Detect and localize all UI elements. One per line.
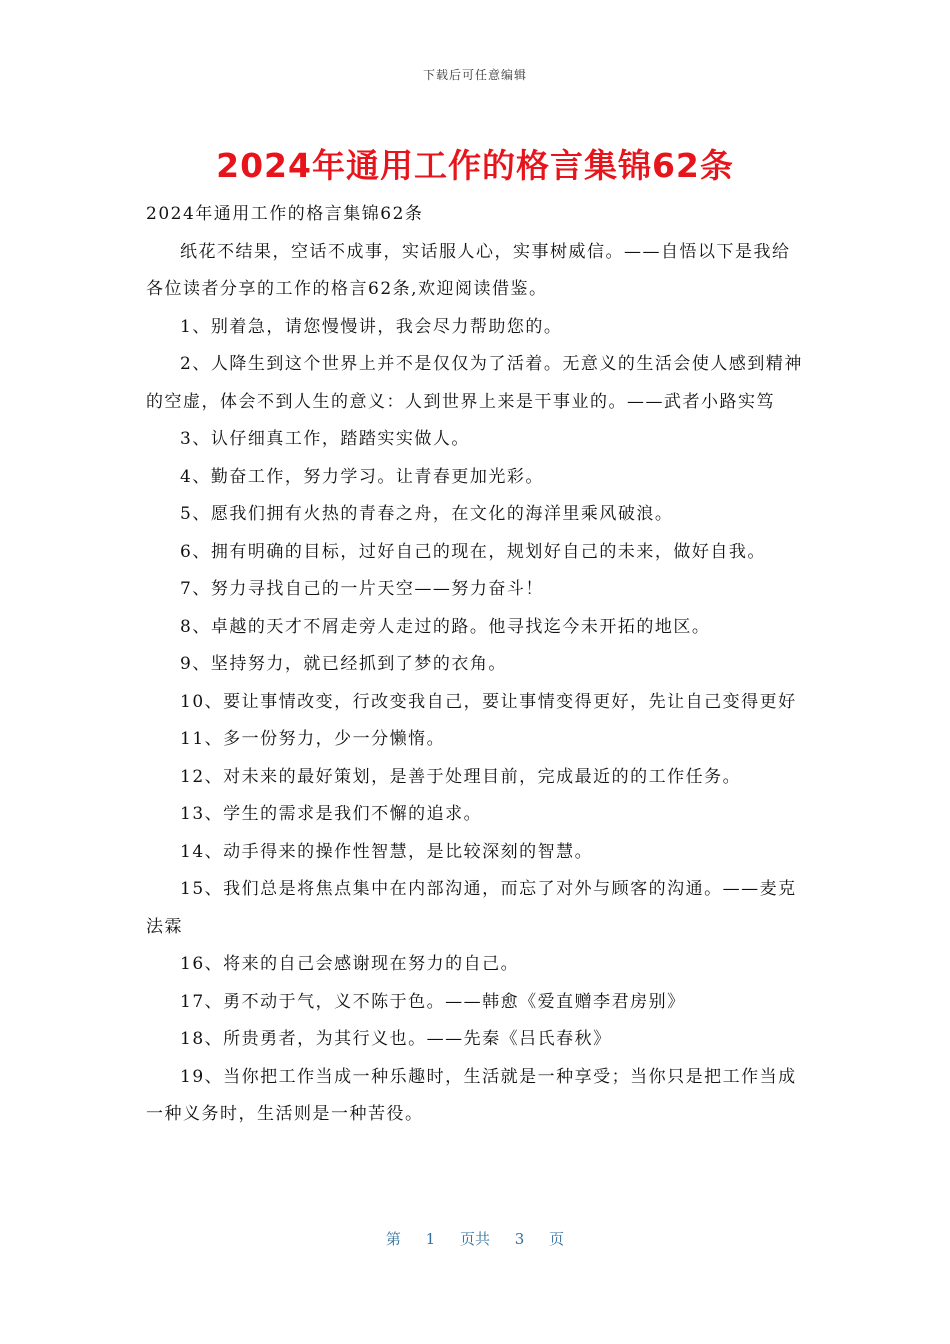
header-note: 下载后可任意编辑 — [422, 68, 527, 82]
paragraph: 7、努力寻找自己的一片天空——努力奋斗！ — [180, 579, 544, 599]
page-label: 第 — [385, 1230, 401, 1248]
document-title: 2024年通用工作的格言集锦62条 — [216, 146, 734, 185]
paragraph: 15、我们总是将焦点集中在内部沟通，而忘了对外与顾客的沟通。——麦克法霖 — [146, 879, 797, 937]
paragraph: 10、要让事情改变，行改变我自己，要让事情变得更好，先让自己变得更好 — [180, 691, 797, 712]
paragraph: 6、拥有明确的目标，过好自己的现在，规划好自己的未来，做好自我。 — [180, 541, 766, 562]
paragraph: 16、将来的自己会感谢现在努力的自己。 — [180, 954, 520, 974]
paragraph: 13、学生的需求是我们不懈的追求。 — [180, 804, 483, 824]
total-label: 页共 — [459, 1230, 490, 1248]
paragraph: 9、坚持努力，就已经抓到了梦的衣角。 — [180, 654, 507, 674]
paragraph: 5、愿我们拥有火热的青春之舟，在文化的海洋里乘风破浪。 — [180, 504, 674, 524]
paragraph: 18、所贵勇者，为其行义也。——先秦《吕氏春秋》 — [180, 1029, 612, 1049]
page-footer — [0, 1228, 950, 1249]
paragraph: 11、多一份努力，少一分懒惰。 — [180, 729, 446, 749]
page-suffix: 页 — [549, 1230, 565, 1248]
document-body — [146, 196, 808, 1134]
paragraph: 4、勤奋工作，努力学习。让青春更加光彩。 — [180, 466, 544, 487]
paragraph: 19、当你把工作当成一种乐趣时，生活就是一种享受；当你只是把工作当成一种义务时，生活则是一种苦役。 — [146, 1066, 797, 1124]
paragraph: 8、卓越的天才不屑走旁人走过的路。他寻找迄今未开拓的地区。 — [180, 616, 711, 637]
paragraph: 2、人降生到这个世界上并不是仅仅为了活着。无意义的生活会使人感到精神的空虚，体会不到人生的意义：人到世界上来是干事业的。——武者小路实笃 — [146, 354, 803, 412]
paragraph: 17、勇不动于气，义不陈于色。——韩愈《爱直赠李君房别》 — [180, 991, 686, 1012]
paragraph: 1、别着急，请您慢慢讲，我会尽力帮助您的。 — [180, 316, 563, 337]
total-pages: 3 — [514, 1230, 525, 1248]
document-subtitle: 2024年通用工作的格言集锦62条 — [146, 204, 424, 224]
paragraph: 12、对未来的最好策划，是善于处理目前，完成最近的的工作任务。 — [180, 766, 742, 787]
paragraph: 纸花不结果，空话不成事，实话服人心，实事树威信。——自悟以下是我给各位读者分享的工作的格言62条,欢迎阅读借鉴。 — [146, 241, 791, 299]
paragraph: 14、动手得来的操作性智慧，是比较深刻的智慧。 — [180, 841, 594, 862]
page-number: 1 — [425, 1230, 436, 1248]
paragraph: 3、认仔细真工作，踏踏实实做人。 — [180, 429, 470, 449]
